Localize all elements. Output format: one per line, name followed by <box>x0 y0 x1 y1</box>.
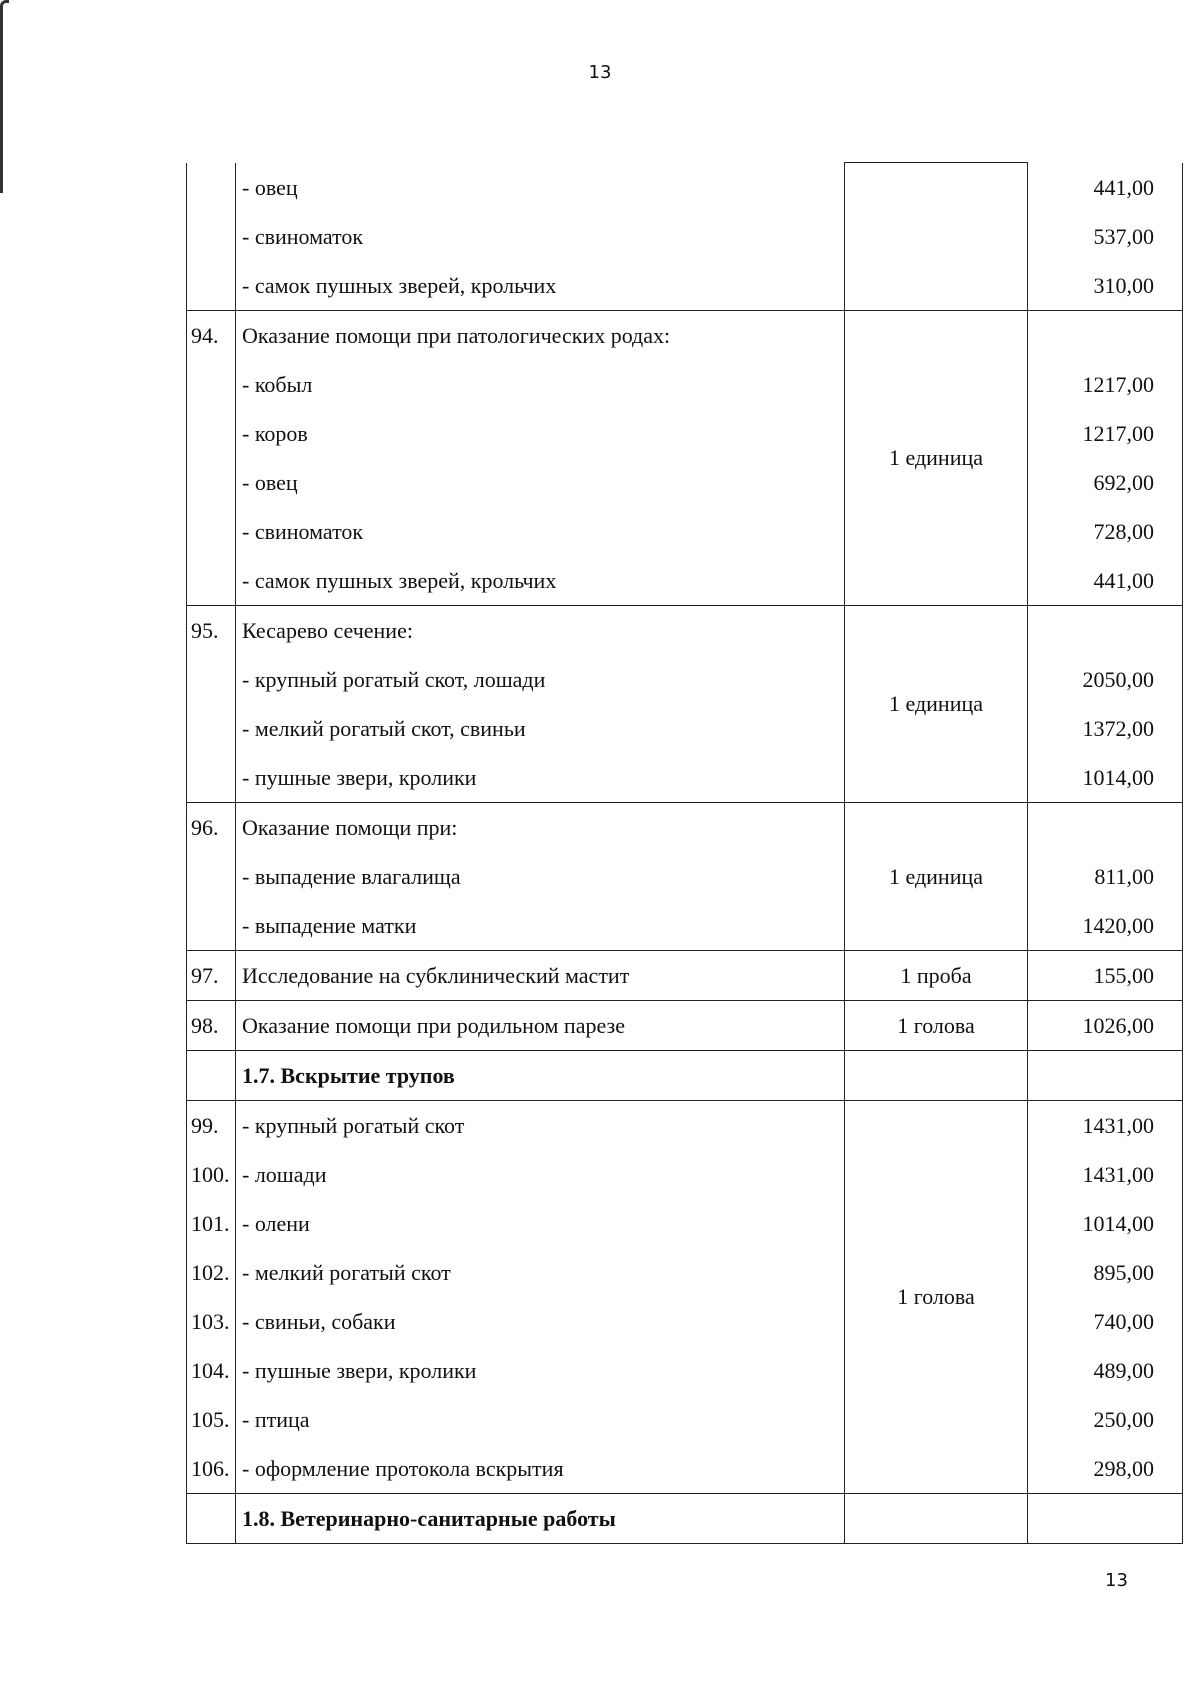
service-name-cell <box>236 1050 845 1100</box>
service-line: - крупный рогатый скот <box>242 1112 465 1138</box>
service-line: - мелкий рогатый скот, свиньи <box>242 715 526 741</box>
service-line: - выпадение влагалища <box>242 863 461 889</box>
service-line: Кесарево сечение: <box>242 617 413 643</box>
service-name-cell <box>236 605 845 802</box>
row-number-cell <box>187 950 236 1000</box>
price-cell <box>1028 163 1183 311</box>
price-value: 1431,00 <box>1082 1161 1154 1187</box>
price-cell <box>1028 1493 1183 1543</box>
row-number <box>191 163 231 212</box>
page-number-bottom: 13 <box>1105 1570 1128 1591</box>
service-name-cell <box>236 310 845 605</box>
row-number: 102. <box>191 1259 230 1285</box>
service-line: - оформление протокола вскрытия <box>242 1455 564 1481</box>
table-row <box>187 310 1183 605</box>
price-value: 1014,00 <box>1082 1210 1154 1236</box>
service-name-cell <box>236 950 845 1000</box>
row-number-cell <box>187 163 236 311</box>
unit-cell <box>845 1050 1028 1100</box>
service-line: - свиноматок <box>242 223 364 249</box>
service-name-cell <box>236 802 845 950</box>
service-line: - пушные звери, кролики <box>242 764 477 790</box>
service-line: - овец <box>242 469 298 495</box>
row-number <box>191 1051 231 1100</box>
service-line: - олени <box>242 1210 310 1236</box>
price-cell <box>1028 1100 1183 1493</box>
table-row <box>187 1050 1183 1100</box>
row-number: 99. <box>191 1112 219 1138</box>
table-row <box>187 1100 1183 1493</box>
price-value: 1217,00 <box>1082 371 1154 397</box>
service-line: - коров <box>242 420 308 446</box>
service-line: 1.8. Ветеринарно-санитарные работы <box>242 1505 616 1531</box>
row-number-cell <box>187 310 236 605</box>
table-row <box>187 1000 1183 1050</box>
row-number: 97. <box>191 962 219 988</box>
price-value <box>1034 311 1154 360</box>
service-line: - кобыл <box>242 371 313 397</box>
row-number <box>191 1494 231 1543</box>
unit-cell: 1 проба <box>845 950 1028 1000</box>
price-value <box>1034 606 1154 655</box>
table-row <box>187 163 1183 311</box>
unit-cell: 1 единица <box>845 605 1028 802</box>
service-line: - лошади <box>242 1161 327 1187</box>
unit-cell: 1 голова <box>845 1000 1028 1050</box>
service-line: - выпадение матки <box>242 912 417 938</box>
price-value: 1372,00 <box>1082 715 1154 741</box>
service-line: - свиноматок <box>242 518 364 544</box>
price-value: 2050,00 <box>1082 666 1154 692</box>
price-value: 1217,00 <box>1082 420 1154 446</box>
service-line: Оказание помощи при родильном парезе <box>242 1012 625 1038</box>
price-value: 740,00 <box>1093 1308 1154 1334</box>
price-value <box>1034 803 1154 852</box>
row-number: 96. <box>191 814 219 840</box>
price-value: 728,00 <box>1093 518 1154 544</box>
price-value: 310,00 <box>1093 272 1154 298</box>
price-value: 250,00 <box>1093 1406 1154 1432</box>
service-line: - самок пушных зверей, крольчих <box>242 272 557 298</box>
service-line: Оказание помощи при патологических родах: <box>242 322 671 348</box>
price-cell <box>1028 1000 1183 1050</box>
page-number-top: 13 <box>588 62 612 83</box>
unit-cell <box>845 163 1028 311</box>
table-row <box>187 802 1183 950</box>
unit-cell <box>845 1493 1028 1543</box>
price-cell <box>1028 310 1183 605</box>
price-value: 811,00 <box>1094 863 1154 889</box>
price-value: 537,00 <box>1093 223 1154 249</box>
row-number-cell <box>187 1493 236 1543</box>
price-value: 692,00 <box>1093 469 1154 495</box>
row-number: 98. <box>191 1012 219 1038</box>
table-row <box>187 1493 1183 1543</box>
row-number-cell <box>187 1100 236 1493</box>
service-line: - овец <box>242 174 298 200</box>
price-value: 895,00 <box>1093 1259 1154 1285</box>
price-value <box>1034 1494 1154 1543</box>
unit-cell: 1 голова <box>845 1100 1028 1493</box>
service-name-cell <box>236 1493 845 1543</box>
table-row <box>187 950 1183 1000</box>
row-number: 106. <box>191 1455 230 1481</box>
price-cell <box>1028 1050 1183 1100</box>
row-number: 94. <box>191 322 219 348</box>
service-name-cell <box>236 163 845 311</box>
price-value: 1420,00 <box>1082 912 1154 938</box>
price-cell <box>1028 802 1183 950</box>
row-number: 100. <box>191 1161 230 1187</box>
scan-edge-mark <box>0 0 9 193</box>
service-line: - пушные звери, кролики <box>242 1357 477 1383</box>
service-line: - самок пушных зверей, крольчих <box>242 567 557 593</box>
price-value: 155,00 <box>1093 962 1154 988</box>
service-line: Оказание помощи при: <box>242 814 458 840</box>
price-value: 1026,00 <box>1082 1012 1154 1038</box>
row-number-cell <box>187 1000 236 1050</box>
row-number-cell <box>187 605 236 802</box>
service-name-cell <box>236 1100 845 1493</box>
unit-cell: 1 единица <box>845 802 1028 950</box>
price-value: 489,00 <box>1093 1357 1154 1383</box>
price-value: 441,00 <box>1093 567 1154 593</box>
service-line: 1.7. Вскрытие трупов <box>242 1062 455 1088</box>
price-value: 298,00 <box>1093 1455 1154 1481</box>
row-number: 103. <box>191 1308 230 1334</box>
price-cell <box>1028 605 1183 802</box>
row-number: 105. <box>191 1406 230 1432</box>
tariff-table <box>186 162 1183 1544</box>
price-cell <box>1028 950 1183 1000</box>
service-line: - крупный рогатый скот, лошади <box>242 666 546 692</box>
service-line: Исследование на субклинический мастит <box>242 962 630 988</box>
row-number: 101. <box>191 1210 230 1236</box>
unit-cell: 1 единица <box>845 310 1028 605</box>
row-number-cell <box>187 1050 236 1100</box>
price-value: 1431,00 <box>1082 1112 1154 1138</box>
service-line: - мелкий рогатый скот <box>242 1259 451 1285</box>
table-row <box>187 605 1183 802</box>
service-line: - птица <box>242 1406 310 1432</box>
row-number: 104. <box>191 1357 230 1383</box>
price-value <box>1034 1051 1154 1100</box>
row-number-cell <box>187 802 236 950</box>
tariff-table-body <box>187 163 1183 1544</box>
row-number: 95. <box>191 617 219 643</box>
price-value: 1014,00 <box>1082 764 1154 790</box>
service-name-cell <box>236 1000 845 1050</box>
price-value: 441,00 <box>1093 174 1154 200</box>
service-line: - свиньи, собаки <box>242 1308 396 1334</box>
